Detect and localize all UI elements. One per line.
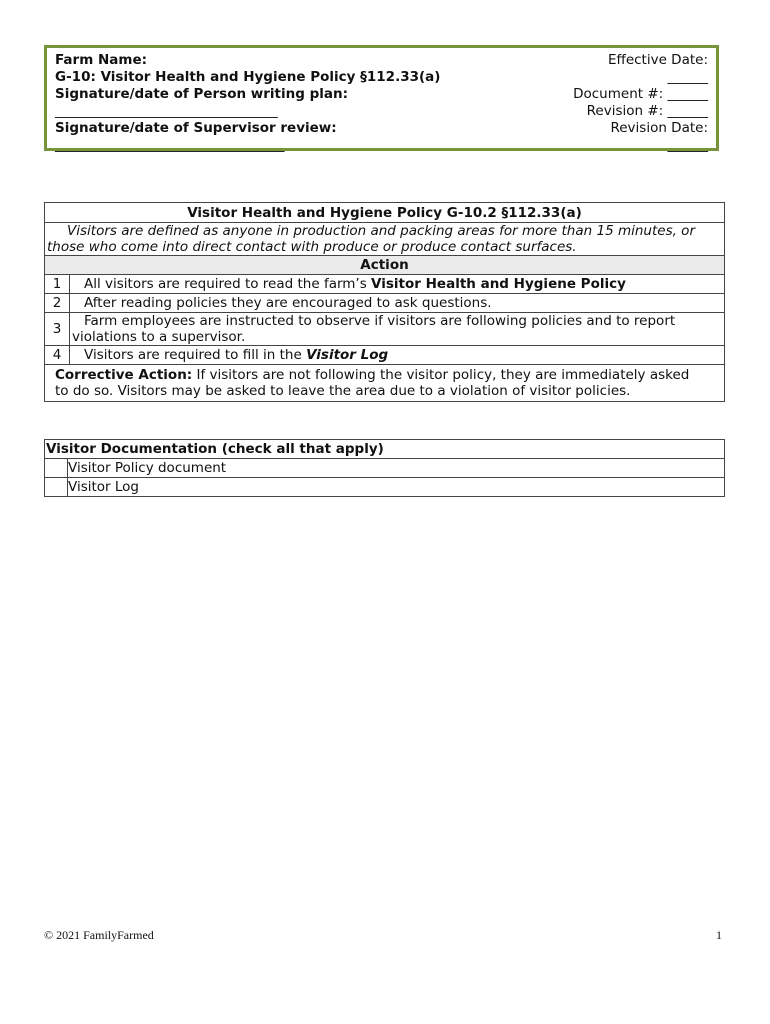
row-text-line1: Farm employees are instructed to observe if visitors are following policies and to report bbox=[84, 313, 676, 329]
table-row bbox=[45, 346, 725, 365]
corrective-action bbox=[45, 365, 725, 402]
signature-supervisor-line: __________________________________ bbox=[55, 137, 285, 153]
policy-intro-line1: Visitors are defined as anyone in production and packing areas for more than 15 minutes, or bbox=[67, 223, 695, 239]
policy-intro bbox=[45, 223, 725, 256]
row-text bbox=[70, 313, 725, 346]
row-text-bold: Visitor Health and Hygiene Policy bbox=[371, 276, 626, 292]
row-text-bold-italic: Visitor Log bbox=[306, 347, 389, 363]
revision-date-label: Revision Date: bbox=[610, 120, 708, 136]
documentation-item: Visitor Policy document bbox=[68, 459, 725, 478]
action-header-row bbox=[45, 256, 725, 275]
corrective-action-text1: If visitors are not following the visitor policy, they are immediately asked bbox=[192, 367, 690, 383]
corrective-action-text2: to do so. Visitors may be asked to leave the area due to a violation of visitor policies. bbox=[55, 383, 631, 399]
signature-supervisor-label: Signature/date of Supervisor review: bbox=[55, 120, 337, 136]
table-row bbox=[45, 275, 725, 294]
table-row bbox=[45, 294, 725, 313]
document-number: Document #: ______ bbox=[573, 86, 708, 102]
effective-date-label: Effective Date: bbox=[607, 52, 708, 68]
header-left-block bbox=[55, 52, 440, 154]
documentation-header-row bbox=[45, 440, 725, 459]
policy-table bbox=[44, 202, 725, 402]
row-number: 1 bbox=[45, 275, 70, 294]
footer-page-number: 1 bbox=[716, 928, 722, 942]
policy-intro-line2: those who come into direct contact with produce or produce contact surfaces. bbox=[47, 239, 577, 255]
documentation-item: Visitor Log bbox=[68, 478, 725, 497]
row-text bbox=[70, 294, 725, 313]
revision-number: Revision #: ______ bbox=[586, 103, 708, 119]
farm-name-label: Farm Name: bbox=[55, 52, 147, 68]
row-text-plain: All visitors are required to read the farm’s bbox=[84, 276, 372, 292]
row-text-plain: Visitors are required to fill in the bbox=[84, 347, 307, 363]
row-number: 4 bbox=[45, 346, 70, 365]
documentation-checkbox-cell[interactable] bbox=[45, 478, 68, 497]
row-number: 2 bbox=[45, 294, 70, 313]
row-text bbox=[70, 275, 725, 294]
row-text-line2: violations to a supervisor. bbox=[72, 329, 246, 345]
signature-writer-label: Signature/date of Person writing plan: bbox=[55, 86, 349, 102]
signature-writer-line: _________________________________ bbox=[55, 103, 278, 119]
effective-date-line: ______ bbox=[667, 69, 708, 85]
documentation-row bbox=[45, 459, 725, 478]
footer-copyright: © 2021 FamilyFarmed bbox=[44, 928, 154, 942]
documentation-header: Visitor Documentation (check all that apply) bbox=[45, 440, 725, 459]
corrective-action-row bbox=[45, 365, 725, 402]
row-text-plain: After reading policies they are encouraged to ask questions. bbox=[84, 295, 492, 311]
action-header: Action bbox=[45, 256, 725, 275]
policy-intro-row bbox=[45, 223, 725, 256]
table-row bbox=[45, 313, 725, 346]
documentation-table bbox=[44, 439, 725, 497]
policy-table-title: Visitor Health and Hygiene Policy G-10.2 §112.33(a) bbox=[45, 203, 725, 223]
documentation-row bbox=[45, 478, 725, 497]
header-right-block bbox=[573, 52, 708, 154]
policy-title-row bbox=[45, 203, 725, 223]
corrective-action-label: Corrective Action: bbox=[55, 367, 193, 383]
policy-title: G-10: Visitor Health and Hygiene Policy §112.33(a) bbox=[55, 69, 441, 85]
revision-date-line: ______ bbox=[667, 137, 708, 153]
row-number: 3 bbox=[45, 313, 70, 346]
row-text bbox=[70, 346, 725, 365]
documentation-checkbox-cell[interactable] bbox=[45, 459, 68, 478]
document-header-box bbox=[44, 45, 719, 151]
